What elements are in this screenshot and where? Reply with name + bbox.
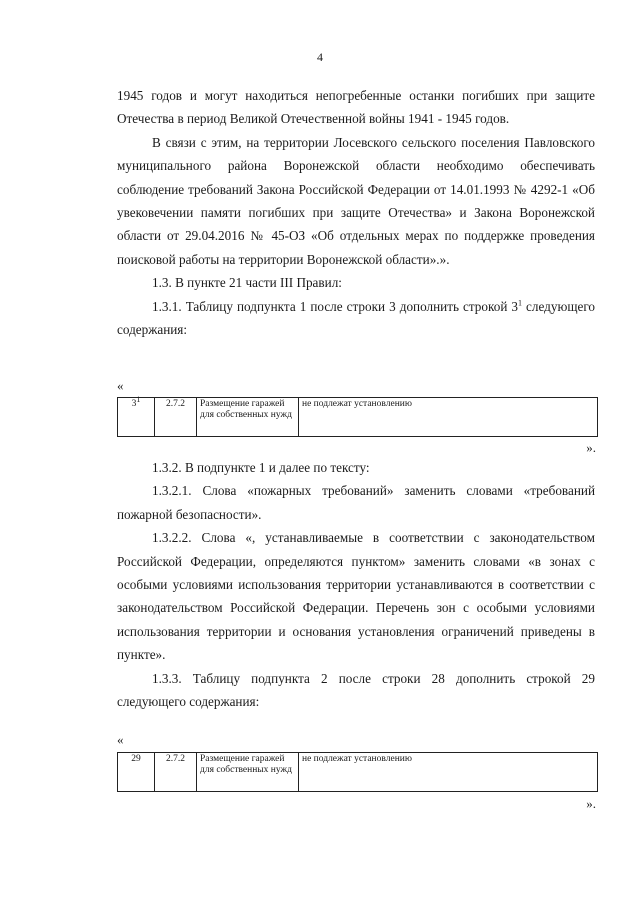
paragraph-law-compliance: В связи с этим, на территории Лосевского сельского поселения Павловского муниципального района Воронежской области необходимо обеспечивать соблюдение требований Закона Российской Федерации от 14.01.1993 № 4292-1 «Об увековечении памяти погибших при защите Отечества» и Закона Воронежской области от 29.04.2016 № 45-ОЗ «Об отдельных мерах по поддержке проведения поисковой работы на территории Воронежской области».». <box>117 134 595 267</box>
paragraph-1-3-3: 1.3.3. Таблицу подпункта 2 после строки 28 дополнить строкой 29 следующего содержания: <box>117 670 595 710</box>
text-block-top <box>117 84 595 341</box>
table-cell-number: 29 <box>118 753 155 792</box>
row-number: 3 <box>131 399 137 409</box>
quote-open-1: « <box>117 378 124 393</box>
table-cell-value: не подлежат установлению <box>299 398 598 437</box>
paragraph-1-3-1-text-a: 1.3.1. Таблицу подпункта 1 после строки 3 дополнить строкой 3 <box>152 298 519 314</box>
table-cell-code: 2.7.2 <box>155 398 197 437</box>
table-row <box>118 753 598 792</box>
quote-close-1: ». <box>586 440 596 455</box>
table-row <box>118 398 598 437</box>
text-block-mid <box>117 456 595 713</box>
paragraph-1-3-2: 1.3.2. В подпункте 1 и далее по тексту: <box>152 460 370 475</box>
paragraph-1-3-1 <box>117 295 595 342</box>
table-cell-value: не подлежат установлению <box>299 753 598 792</box>
paragraph-1-3-1-text-b: следующего содержания: <box>117 298 595 338</box>
quote-close-2: ». <box>586 796 596 811</box>
regulation-table-2 <box>117 752 598 792</box>
regulation-table-1 <box>117 394 598 437</box>
paragraph-1-3-2-1: 1.3.2.1. Слова «пожарных требований» заменить словами «требований пожарной безопасности». <box>117 483 595 522</box>
table-cell-name: Размещение гаражей для собственных нужд <box>197 753 299 792</box>
table-cell-name: Размещение гаражей для собственных нужд <box>197 398 299 437</box>
row-number-sup: 1 <box>136 394 141 404</box>
paragraph-1-3: 1.3. В пункте 21 части III Правил: <box>152 275 342 291</box>
quote-open-2: « <box>117 732 124 747</box>
superscript-1: 1 <box>518 298 523 308</box>
table-cell-number <box>118 394 155 437</box>
table-cell-code: 2.7.2 <box>155 753 197 792</box>
paragraph-1-3-2-2: 1.3.2.2. Слова «, устанавливаемые в соответствии с законодательством Российской Федерации, определяются пунктом» заменить словами «в зонах с особыми условиями использования территории устанавливаются в соответствии с законодательством Российской Федерации. Перечень зон с особыми условиями использования территории и основания установления ограничений приведены в пункте». <box>117 530 595 663</box>
paragraph-continuation: 1945 годов и могут находиться непогребенные останки погибших при защите Отечества в период Великой Отечественной войны 1941 - 1945 годов. <box>117 88 595 127</box>
page-number: 4 <box>317 50 323 64</box>
